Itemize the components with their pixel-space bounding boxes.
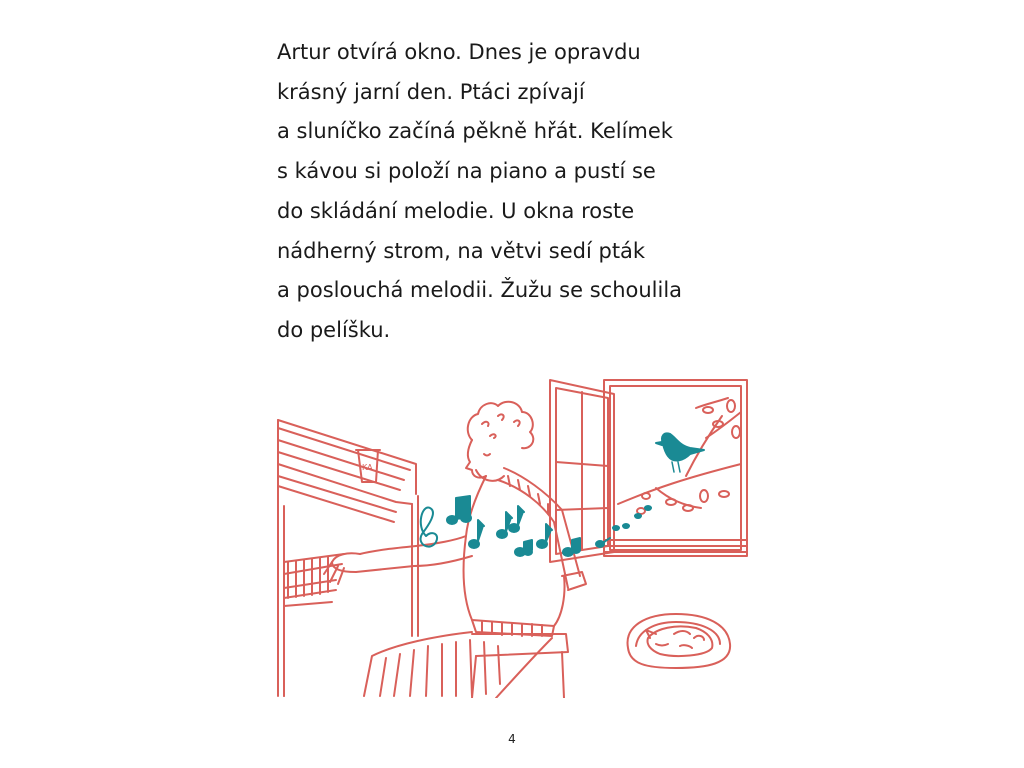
story-line: nádherný strom, na větvi sedí pták (277, 238, 646, 263)
piano (278, 420, 418, 696)
story-line: krásný jarní den. Ptáci zpívají (277, 79, 585, 104)
story-line: do skládání melodie. U okna roste (277, 198, 635, 223)
page-number: 4 (508, 732, 516, 746)
story-line: do pelíšku. (277, 317, 391, 342)
bird (656, 433, 704, 472)
story-line: s kávou si položí na piano a pustí se (277, 159, 656, 184)
piano-scene-illustration (276, 376, 749, 698)
story-line: Artur otvírá okno. Dnes je opravdu (277, 40, 641, 64)
story-text (277, 33, 777, 351)
story-line: a sluníčko začíná pěkně hřát. Kelímek (277, 119, 673, 144)
cup-label: KA (362, 463, 373, 472)
story-line: a poslouchá melodii. Žužu se schoulila (277, 278, 683, 303)
cat-in-bed (628, 614, 731, 668)
